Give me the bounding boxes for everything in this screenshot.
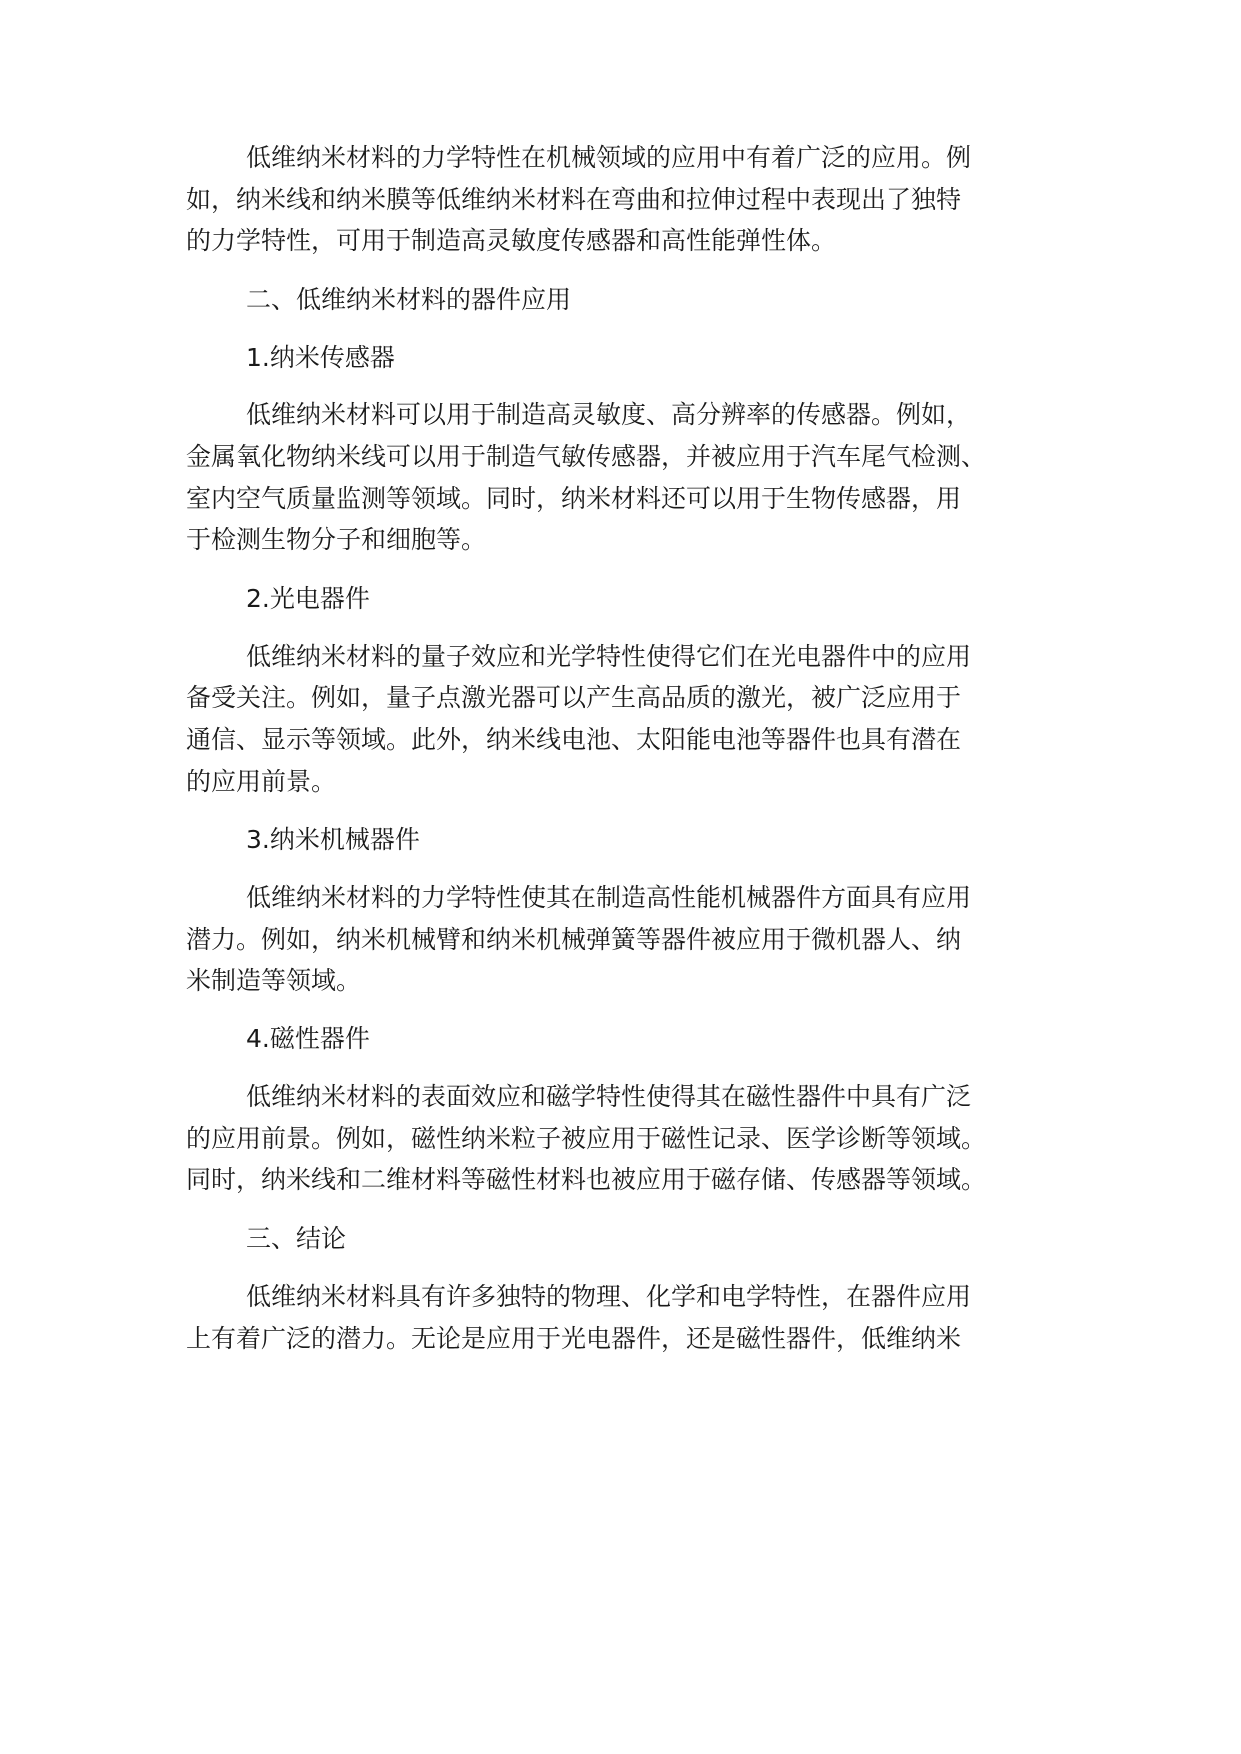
paragraph-line: 备受关注。例如，量子点激光器可以产生高品质的激光，被广泛应用于 [186, 683, 962, 712]
paragraph-line: 室内空气质量监测等领域。同时，纳米材料还可以用于生物传感器，用 [186, 484, 962, 513]
subsection-heading: 1.纳米传感器 [246, 343, 395, 372]
paragraph-line: 如，纳米线和纳米膜等低维纳米材料在弯曲和拉伸过程中表现出了独特 [186, 185, 962, 214]
paragraph-line: 低维纳米材料可以用于制造高灵敏度、高分辨率的传感器。例如， [246, 400, 972, 429]
paragraph-line: 潜力。例如，纳米机械臂和纳米机械弹簧等器件被应用于微机器人、纳 [186, 925, 962, 954]
paragraph-line: 的应用前景。 [186, 767, 337, 796]
paragraph-line: 低维纳米材料的量子效应和光学特性使得它们在光电器件中的应用 [246, 642, 972, 671]
paragraph-line: 低维纳米材料具有许多独特的物理、化学和电学特性，在器件应用 [246, 1282, 972, 1311]
section-heading: 二、低维纳米材料的器件应用 [246, 285, 572, 314]
paragraph-line: 低维纳米材料的力学特性在机械领域的应用中有着广泛的应用。例 [246, 143, 972, 172]
paragraph-line: 低维纳米材料的表面效应和磁学特性使得其在磁性器件中具有广泛 [246, 1082, 972, 1111]
paragraph-line: 同时，纳米线和二维材料等磁性材料也被应用于磁存储、传感器等领域。 [186, 1165, 987, 1194]
paragraph-line: 的力学特性，可用于制造高灵敏度传感器和高性能弹性体。 [186, 226, 837, 255]
paragraph-line: 通信、显示等领域。此外，纳米线电池、太阳能电池等器件也具有潜在 [186, 725, 962, 754]
subsection-heading: 3.纳米机械器件 [246, 825, 420, 854]
paragraph-line: 的应用前景。例如，磁性纳米粒子被应用于磁性记录、医学诊断等领域。 [186, 1124, 987, 1153]
section-heading: 三、结论 [246, 1224, 347, 1253]
paragraph-line: 上有着广泛的潜力。无论是应用于光电器件，还是磁性器件，低维纳米 [186, 1324, 962, 1353]
paragraph-line: 于检测生物分子和细胞等。 [186, 525, 487, 554]
paragraph-line: 低维纳米材料的力学特性使其在制造高性能机械器件方面具有应用 [246, 883, 972, 912]
subsection-heading: 2.光电器件 [246, 584, 370, 613]
subsection-heading: 4.磁性器件 [246, 1024, 370, 1053]
paragraph-line: 米制造等领域。 [186, 966, 362, 995]
paragraph-line: 金属氧化物纳米线可以用于制造气敏传感器，并被应用于汽车尾气检测、 [186, 442, 987, 471]
